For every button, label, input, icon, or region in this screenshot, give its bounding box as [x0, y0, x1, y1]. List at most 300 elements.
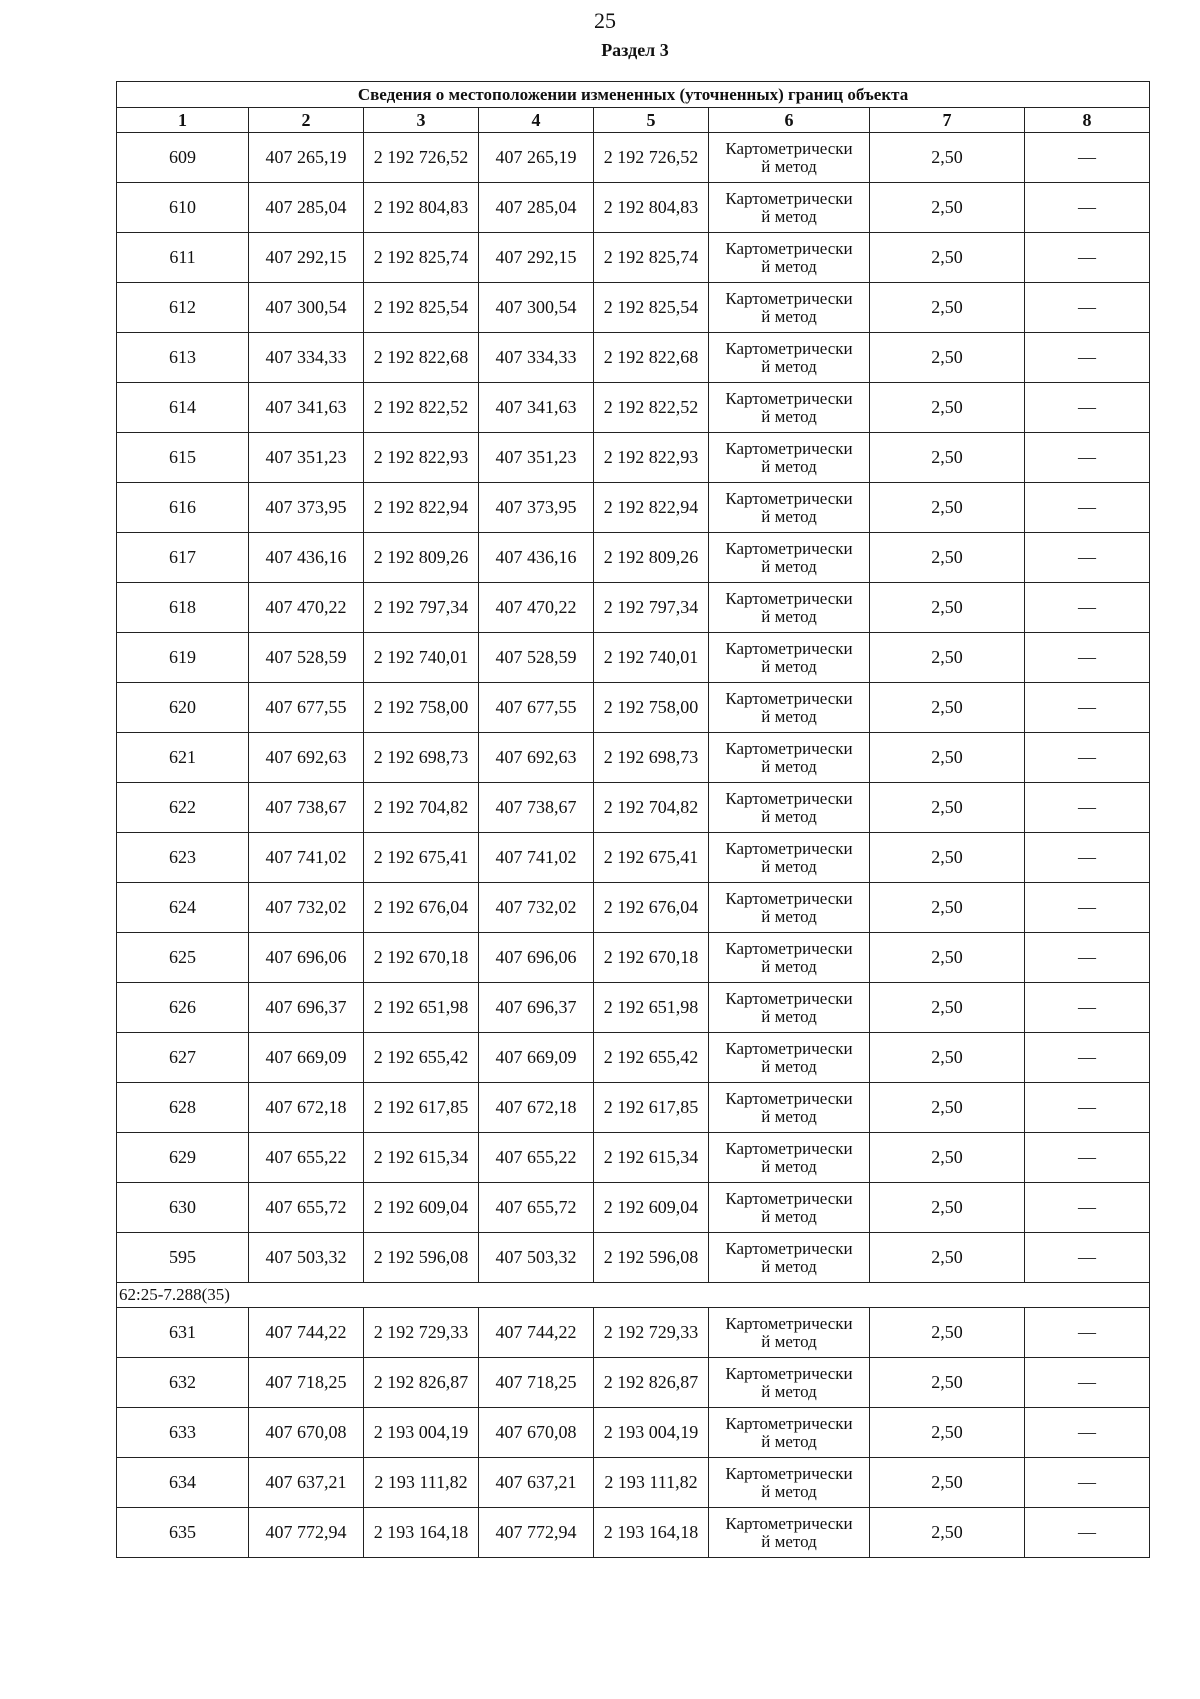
- table-row: [117, 133, 1150, 183]
- column-number-row: [117, 108, 1150, 133]
- table-row: [117, 483, 1150, 533]
- table-row: [117, 1508, 1150, 1558]
- coordinate-cell: 2 192 596,08: [364, 1233, 479, 1283]
- empty-marker-cell: —: [1025, 1458, 1150, 1508]
- column-number-5: 5: [594, 108, 709, 133]
- method-text-line-1: Картометрически: [725, 838, 853, 858]
- accuracy-cell: 2,50: [870, 133, 1025, 183]
- coordinate-cell: 407 696,06: [479, 933, 594, 983]
- coordinate-cell: 2 193 111,82: [594, 1458, 709, 1508]
- coordinate-cell: 2 192 655,42: [364, 1033, 479, 1083]
- coordinate-cell: 407 655,72: [479, 1183, 594, 1233]
- coordinate-cell: 2 192 822,68: [594, 333, 709, 383]
- empty-marker-cell: —: [1025, 1308, 1150, 1358]
- coordinate-cell: 2 192 651,98: [364, 983, 479, 1033]
- accuracy-cell: 2,50: [870, 1458, 1025, 1508]
- method-cell: [709, 683, 870, 733]
- section-title: Раздел 3: [601, 40, 669, 60]
- coordinate-cell: 2 192 670,18: [594, 933, 709, 983]
- method-cell: [709, 483, 870, 533]
- table-row: [117, 1458, 1150, 1508]
- coordinate-cell: 2 192 729,33: [594, 1308, 709, 1358]
- coordinate-cell: 2 192 704,82: [594, 783, 709, 833]
- empty-marker-cell: —: [1025, 1133, 1150, 1183]
- point-number-cell: 595: [117, 1233, 249, 1283]
- method-text-line-1: Картометрически: [725, 1513, 853, 1533]
- method-text-line-2: й метод: [761, 1531, 817, 1551]
- coordinate-cell: 2 192 651,98: [594, 983, 709, 1033]
- table-row: [117, 783, 1150, 833]
- coordinate-cell: 407 655,72: [249, 1183, 364, 1233]
- method-cell: [709, 1233, 870, 1283]
- coordinate-cell: 407 334,33: [479, 333, 594, 383]
- method-text-line-1: Картометрически: [725, 1188, 853, 1208]
- coordinate-cell: 2 192 615,34: [594, 1133, 709, 1183]
- method-text-line-1: Картометрически: [725, 1363, 853, 1383]
- coordinate-cell: 2 192 804,83: [364, 183, 479, 233]
- coordinate-cell: 407 732,02: [249, 883, 364, 933]
- method-cell: [709, 583, 870, 633]
- coordinate-cell: 2 192 822,52: [364, 383, 479, 433]
- coordinate-cell: 407 738,67: [249, 783, 364, 833]
- group-label: 62:25-7.288(35): [117, 1283, 1150, 1308]
- coordinate-cell: 407 696,37: [479, 983, 594, 1033]
- column-number-4: 4: [479, 108, 594, 133]
- method-cell: [709, 1308, 870, 1358]
- column-number-7: 7: [870, 108, 1025, 133]
- method-text-line-1: Картометрически: [725, 388, 853, 408]
- method-cell: [709, 883, 870, 933]
- empty-marker-cell: —: [1025, 533, 1150, 583]
- table-row: [117, 283, 1150, 333]
- accuracy-cell: 2,50: [870, 1133, 1025, 1183]
- coordinate-cell: 407 670,08: [249, 1408, 364, 1458]
- point-number-cell: 617: [117, 533, 249, 583]
- coordinate-cell: 2 192 698,73: [364, 733, 479, 783]
- method-text-line-2: й метод: [761, 606, 817, 626]
- accuracy-cell: 2,50: [870, 1408, 1025, 1458]
- column-number-8: 8: [1025, 108, 1150, 133]
- method-text-line-2: й метод: [761, 406, 817, 426]
- coordinate-cell: 2 192 740,01: [364, 633, 479, 683]
- accuracy-cell: 2,50: [870, 483, 1025, 533]
- coordinate-cell: 407 738,67: [479, 783, 594, 833]
- empty-marker-cell: —: [1025, 1033, 1150, 1083]
- empty-marker-cell: —: [1025, 383, 1150, 433]
- accuracy-cell: 2,50: [870, 733, 1025, 783]
- method-text-line-1: Картометрически: [725, 188, 853, 208]
- empty-marker-cell: —: [1025, 883, 1150, 933]
- empty-marker-cell: —: [1025, 1233, 1150, 1283]
- method-cell: [709, 983, 870, 1033]
- method-cell: [709, 433, 870, 483]
- coordinate-cell: 2 192 825,74: [594, 233, 709, 283]
- point-number-cell: 627: [117, 1033, 249, 1083]
- method-cell: [709, 533, 870, 583]
- method-text-line-1: Картометрически: [725, 1138, 853, 1158]
- group-label-row: [117, 1283, 1150, 1308]
- coordinate-cell: 407 655,22: [249, 1133, 364, 1183]
- method-cell: [709, 333, 870, 383]
- coordinate-cell: 2 192 809,26: [594, 533, 709, 583]
- point-number-cell: 618: [117, 583, 249, 633]
- method-text-line-2: й метод: [761, 1331, 817, 1351]
- coordinate-cell: 2 193 111,82: [364, 1458, 479, 1508]
- column-number-6: 6: [709, 108, 870, 133]
- empty-marker-cell: —: [1025, 183, 1150, 233]
- accuracy-cell: 2,50: [870, 183, 1025, 233]
- coordinate-cell: 2 192 676,04: [594, 883, 709, 933]
- method-text-line-2: й метод: [761, 206, 817, 226]
- method-cell: [709, 183, 870, 233]
- table-row: [117, 233, 1150, 283]
- method-text-line-1: Картометрически: [725, 438, 853, 458]
- method-text-line-1: Картометрически: [725, 588, 853, 608]
- table-row: [117, 1183, 1150, 1233]
- method-text-line-2: й метод: [761, 656, 817, 676]
- method-text-line-2: й метод: [761, 356, 817, 376]
- coordinate-cell: 407 470,22: [249, 583, 364, 633]
- accuracy-cell: 2,50: [870, 683, 1025, 733]
- table-row: [117, 533, 1150, 583]
- method-cell: [709, 1083, 870, 1133]
- coordinate-cell: 407 285,04: [479, 183, 594, 233]
- coordinate-cell: 2 192 609,04: [364, 1183, 479, 1233]
- table-row: [117, 383, 1150, 433]
- coordinate-cell: 2 192 822,94: [594, 483, 709, 533]
- method-text-line-1: Картометрически: [725, 638, 853, 658]
- point-number-cell: 630: [117, 1183, 249, 1233]
- method-text-line-2: й метод: [761, 706, 817, 726]
- column-number-2: 2: [249, 108, 364, 133]
- method-text-line-2: й метод: [761, 506, 817, 526]
- point-number-cell: 623: [117, 833, 249, 883]
- coordinate-cell: 407 436,16: [249, 533, 364, 583]
- coordinate-cell: 407 637,21: [249, 1458, 364, 1508]
- coordinate-cell: 2 193 164,18: [594, 1508, 709, 1558]
- method-cell: [709, 1133, 870, 1183]
- coordinate-cell: 2 192 615,34: [364, 1133, 479, 1183]
- point-number-cell: 621: [117, 733, 249, 783]
- method-text-line-2: й метод: [761, 806, 817, 826]
- coordinate-cell: 2 192 804,83: [594, 183, 709, 233]
- empty-marker-cell: —: [1025, 483, 1150, 533]
- table-row: [117, 1408, 1150, 1458]
- coordinate-cell: 407 341,63: [479, 383, 594, 433]
- coordinate-cell: 2 192 596,08: [594, 1233, 709, 1283]
- table-row: [117, 433, 1150, 483]
- coordinate-cell: 2 192 822,93: [364, 433, 479, 483]
- method-text-line-1: Картометрически: [725, 338, 853, 358]
- coordinate-cell: 2 192 726,52: [364, 133, 479, 183]
- point-number-cell: 620: [117, 683, 249, 733]
- method-text-line-1: Картометрически: [725, 288, 853, 308]
- coordinate-cell: 407 732,02: [479, 883, 594, 933]
- coordinate-cell: 2 192 670,18: [364, 933, 479, 983]
- table-row: [117, 683, 1150, 733]
- coordinate-cell: 407 470,22: [479, 583, 594, 633]
- coordinate-cell: 407 300,54: [479, 283, 594, 333]
- table-row: [117, 633, 1150, 683]
- coordinate-cell: 407 718,25: [249, 1358, 364, 1408]
- coordinate-cell: 407 772,94: [479, 1508, 594, 1558]
- coordinate-cell: 2 192 609,04: [594, 1183, 709, 1233]
- coordinate-cell: 2 192 826,87: [364, 1358, 479, 1408]
- empty-marker-cell: —: [1025, 783, 1150, 833]
- method-text-line-1: Картометрически: [725, 538, 853, 558]
- point-number-cell: 613: [117, 333, 249, 383]
- point-number-cell: 612: [117, 283, 249, 333]
- method-text-line-1: Картометрически: [725, 888, 853, 908]
- accuracy-cell: 2,50: [870, 433, 1025, 483]
- page-number: 25: [594, 8, 616, 33]
- coordinate-cell: 407 677,55: [249, 683, 364, 733]
- coordinate-cell: 407 265,19: [249, 133, 364, 183]
- table-title: Сведения о местоположении измененных (уточненных) границ объекта: [117, 82, 1150, 108]
- point-number-cell: 616: [117, 483, 249, 533]
- coordinate-cell: 407 351,23: [479, 433, 594, 483]
- method-cell: [709, 233, 870, 283]
- accuracy-cell: 2,50: [870, 1083, 1025, 1133]
- method-cell: [709, 833, 870, 883]
- point-number-cell: 628: [117, 1083, 249, 1133]
- coordinate-cell: 407 341,63: [249, 383, 364, 433]
- accuracy-cell: 2,50: [870, 633, 1025, 683]
- method-cell: [709, 283, 870, 333]
- coordinate-cell: 2 192 698,73: [594, 733, 709, 783]
- table-row: [117, 983, 1150, 1033]
- table-row: [117, 833, 1150, 883]
- method-text-line-1: Картометрически: [725, 1038, 853, 1058]
- coordinate-cell: 2 192 758,00: [594, 683, 709, 733]
- table-row: [117, 1133, 1150, 1183]
- table-body: [117, 133, 1150, 1558]
- coordinate-cell: 2 193 004,19: [364, 1408, 479, 1458]
- empty-marker-cell: —: [1025, 233, 1150, 283]
- method-cell: [709, 383, 870, 433]
- table-row: [117, 883, 1150, 933]
- accuracy-cell: 2,50: [870, 383, 1025, 433]
- coordinate-cell: 2 192 740,01: [594, 633, 709, 683]
- coordinate-cell: 2 193 004,19: [594, 1408, 709, 1458]
- accuracy-cell: 2,50: [870, 1183, 1025, 1233]
- coordinate-cell: 407 285,04: [249, 183, 364, 233]
- coordinate-cell: 407 292,15: [479, 233, 594, 283]
- accuracy-cell: 2,50: [870, 783, 1025, 833]
- point-number-cell: 631: [117, 1308, 249, 1358]
- coordinate-cell: 407 334,33: [249, 333, 364, 383]
- accuracy-cell: 2,50: [870, 933, 1025, 983]
- accuracy-cell: 2,50: [870, 1358, 1025, 1408]
- method-text-line-1: Картометрически: [725, 988, 853, 1008]
- coordinate-cell: 2 192 822,93: [594, 433, 709, 483]
- coordinate-cell: 2 192 758,00: [364, 683, 479, 733]
- method-text-line-2: й метод: [761, 1256, 817, 1276]
- empty-marker-cell: —: [1025, 983, 1150, 1033]
- point-number-cell: 634: [117, 1458, 249, 1508]
- method-cell: [709, 133, 870, 183]
- empty-marker-cell: —: [1025, 1408, 1150, 1458]
- empty-marker-cell: —: [1025, 1183, 1150, 1233]
- method-text-line-1: Картометрически: [725, 1088, 853, 1108]
- method-text-line-2: й метод: [761, 956, 817, 976]
- accuracy-cell: 2,50: [870, 333, 1025, 383]
- accuracy-cell: 2,50: [870, 833, 1025, 883]
- method-cell: [709, 1183, 870, 1233]
- column-number-1: 1: [117, 108, 249, 133]
- coordinate-cell: 407 436,16: [479, 533, 594, 583]
- accuracy-cell: 2,50: [870, 983, 1025, 1033]
- method-text-line-2: й метод: [761, 556, 817, 576]
- method-cell: [709, 933, 870, 983]
- method-text-line-2: й метод: [761, 756, 817, 776]
- coordinates-table: [116, 81, 1150, 1558]
- coordinate-cell: 407 292,15: [249, 233, 364, 283]
- table-row: [117, 583, 1150, 633]
- method-text-line-1: Картометрически: [725, 738, 853, 758]
- method-cell: [709, 783, 870, 833]
- table-row: [117, 1233, 1150, 1283]
- method-text-line-1: Картометрически: [725, 1463, 853, 1483]
- coordinate-cell: 407 670,08: [479, 1408, 594, 1458]
- method-text-line-1: Картометрически: [725, 1313, 853, 1333]
- empty-marker-cell: —: [1025, 433, 1150, 483]
- table-row: [117, 1033, 1150, 1083]
- method-cell: [709, 1508, 870, 1558]
- method-text-line-2: й метод: [761, 256, 817, 276]
- coordinate-cell: 407 718,25: [479, 1358, 594, 1408]
- empty-marker-cell: —: [1025, 1083, 1150, 1133]
- method-text-line-2: й метод: [761, 906, 817, 926]
- coordinate-cell: 2 192 825,54: [594, 283, 709, 333]
- coordinate-cell: 407 677,55: [479, 683, 594, 733]
- coordinate-cell: 2 192 655,42: [594, 1033, 709, 1083]
- accuracy-cell: 2,50: [870, 1508, 1025, 1558]
- point-number-cell: 610: [117, 183, 249, 233]
- point-number-cell: 624: [117, 883, 249, 933]
- coordinate-cell: 2 192 822,94: [364, 483, 479, 533]
- empty-marker-cell: —: [1025, 933, 1150, 983]
- coordinate-cell: 407 373,95: [249, 483, 364, 533]
- point-number-cell: 619: [117, 633, 249, 683]
- accuracy-cell: 2,50: [870, 583, 1025, 633]
- coordinate-cell: 407 669,09: [479, 1033, 594, 1083]
- coordinate-cell: 407 672,18: [249, 1083, 364, 1133]
- coordinate-cell: 2 192 825,74: [364, 233, 479, 283]
- coordinate-cell: 407 741,02: [249, 833, 364, 883]
- coordinate-cell: 2 192 726,52: [594, 133, 709, 183]
- empty-marker-cell: —: [1025, 583, 1150, 633]
- coordinate-cell: 407 300,54: [249, 283, 364, 333]
- coordinate-cell: 407 696,37: [249, 983, 364, 1033]
- method-text-line-2: й метод: [761, 306, 817, 326]
- method-text-line-2: й метод: [761, 1156, 817, 1176]
- coordinate-cell: 2 192 825,54: [364, 283, 479, 333]
- column-number-3: 3: [364, 108, 479, 133]
- accuracy-cell: 2,50: [870, 533, 1025, 583]
- method-text-line-1: Картометрически: [725, 138, 853, 158]
- point-number-cell: 609: [117, 133, 249, 183]
- accuracy-cell: 2,50: [870, 1233, 1025, 1283]
- coordinate-cell: 407 692,63: [249, 733, 364, 783]
- coordinate-cell: 2 192 617,85: [594, 1083, 709, 1133]
- empty-marker-cell: —: [1025, 1358, 1150, 1408]
- coordinate-cell: 2 192 826,87: [594, 1358, 709, 1408]
- coordinate-cell: 2 192 675,41: [594, 833, 709, 883]
- point-number-cell: 614: [117, 383, 249, 433]
- empty-marker-cell: —: [1025, 283, 1150, 333]
- coordinate-cell: 2 192 822,68: [364, 333, 479, 383]
- empty-marker-cell: —: [1025, 833, 1150, 883]
- method-text-line-1: Картометрически: [725, 788, 853, 808]
- accuracy-cell: 2,50: [870, 283, 1025, 333]
- method-text-line-2: й метод: [761, 1056, 817, 1076]
- table-row: [117, 333, 1150, 383]
- coordinate-cell: 407 528,59: [249, 633, 364, 683]
- coordinate-cell: 407 637,21: [479, 1458, 594, 1508]
- method-text-line-1: Картометрически: [725, 238, 853, 258]
- coordinate-cell: 407 672,18: [479, 1083, 594, 1133]
- coordinate-cell: 2 192 797,34: [594, 583, 709, 633]
- accuracy-cell: 2,50: [870, 1033, 1025, 1083]
- method-text-line-1: Картометрически: [725, 1413, 853, 1433]
- point-number-cell: 622: [117, 783, 249, 833]
- coordinate-cell: 407 265,19: [479, 133, 594, 183]
- point-number-cell: 635: [117, 1508, 249, 1558]
- method-text-line-2: й метод: [761, 1481, 817, 1501]
- coordinate-cell: 2 192 729,33: [364, 1308, 479, 1358]
- coordinate-cell: 407 696,06: [249, 933, 364, 983]
- coordinate-cell: 2 192 675,41: [364, 833, 479, 883]
- point-number-cell: 633: [117, 1408, 249, 1458]
- table-row: [117, 933, 1150, 983]
- method-cell: [709, 1033, 870, 1083]
- coordinate-cell: 407 373,95: [479, 483, 594, 533]
- method-cell: [709, 1358, 870, 1408]
- method-text-line-2: й метод: [761, 1381, 817, 1401]
- coordinate-cell: 2 192 704,82: [364, 783, 479, 833]
- method-text-line-2: й метод: [761, 856, 817, 876]
- accuracy-cell: 2,50: [870, 1308, 1025, 1358]
- point-number-cell: 625: [117, 933, 249, 983]
- coordinate-cell: 2 193 164,18: [364, 1508, 479, 1558]
- coordinate-cell: 407 741,02: [479, 833, 594, 883]
- point-number-cell: 629: [117, 1133, 249, 1183]
- method-cell: [709, 733, 870, 783]
- empty-marker-cell: —: [1025, 633, 1150, 683]
- method-text-line-2: й метод: [761, 1206, 817, 1226]
- method-text-line-1: Картометрически: [725, 1238, 853, 1258]
- coordinate-cell: 407 744,22: [249, 1308, 364, 1358]
- coordinate-cell: 2 192 676,04: [364, 883, 479, 933]
- coordinate-cell: 407 772,94: [249, 1508, 364, 1558]
- coordinate-cell: 407 669,09: [249, 1033, 364, 1083]
- method-text-line-2: й метод: [761, 1106, 817, 1126]
- accuracy-cell: 2,50: [870, 233, 1025, 283]
- method-text-line-2: й метод: [761, 456, 817, 476]
- empty-marker-cell: —: [1025, 1508, 1150, 1558]
- method-cell: [709, 1458, 870, 1508]
- method-text-line-2: й метод: [761, 1431, 817, 1451]
- method-cell: [709, 633, 870, 683]
- point-number-cell: 615: [117, 433, 249, 483]
- empty-marker-cell: —: [1025, 333, 1150, 383]
- method-text-line-2: й метод: [761, 1006, 817, 1026]
- empty-marker-cell: —: [1025, 733, 1150, 783]
- method-text-line-1: Картометрически: [725, 488, 853, 508]
- empty-marker-cell: —: [1025, 133, 1150, 183]
- table-row: [117, 733, 1150, 783]
